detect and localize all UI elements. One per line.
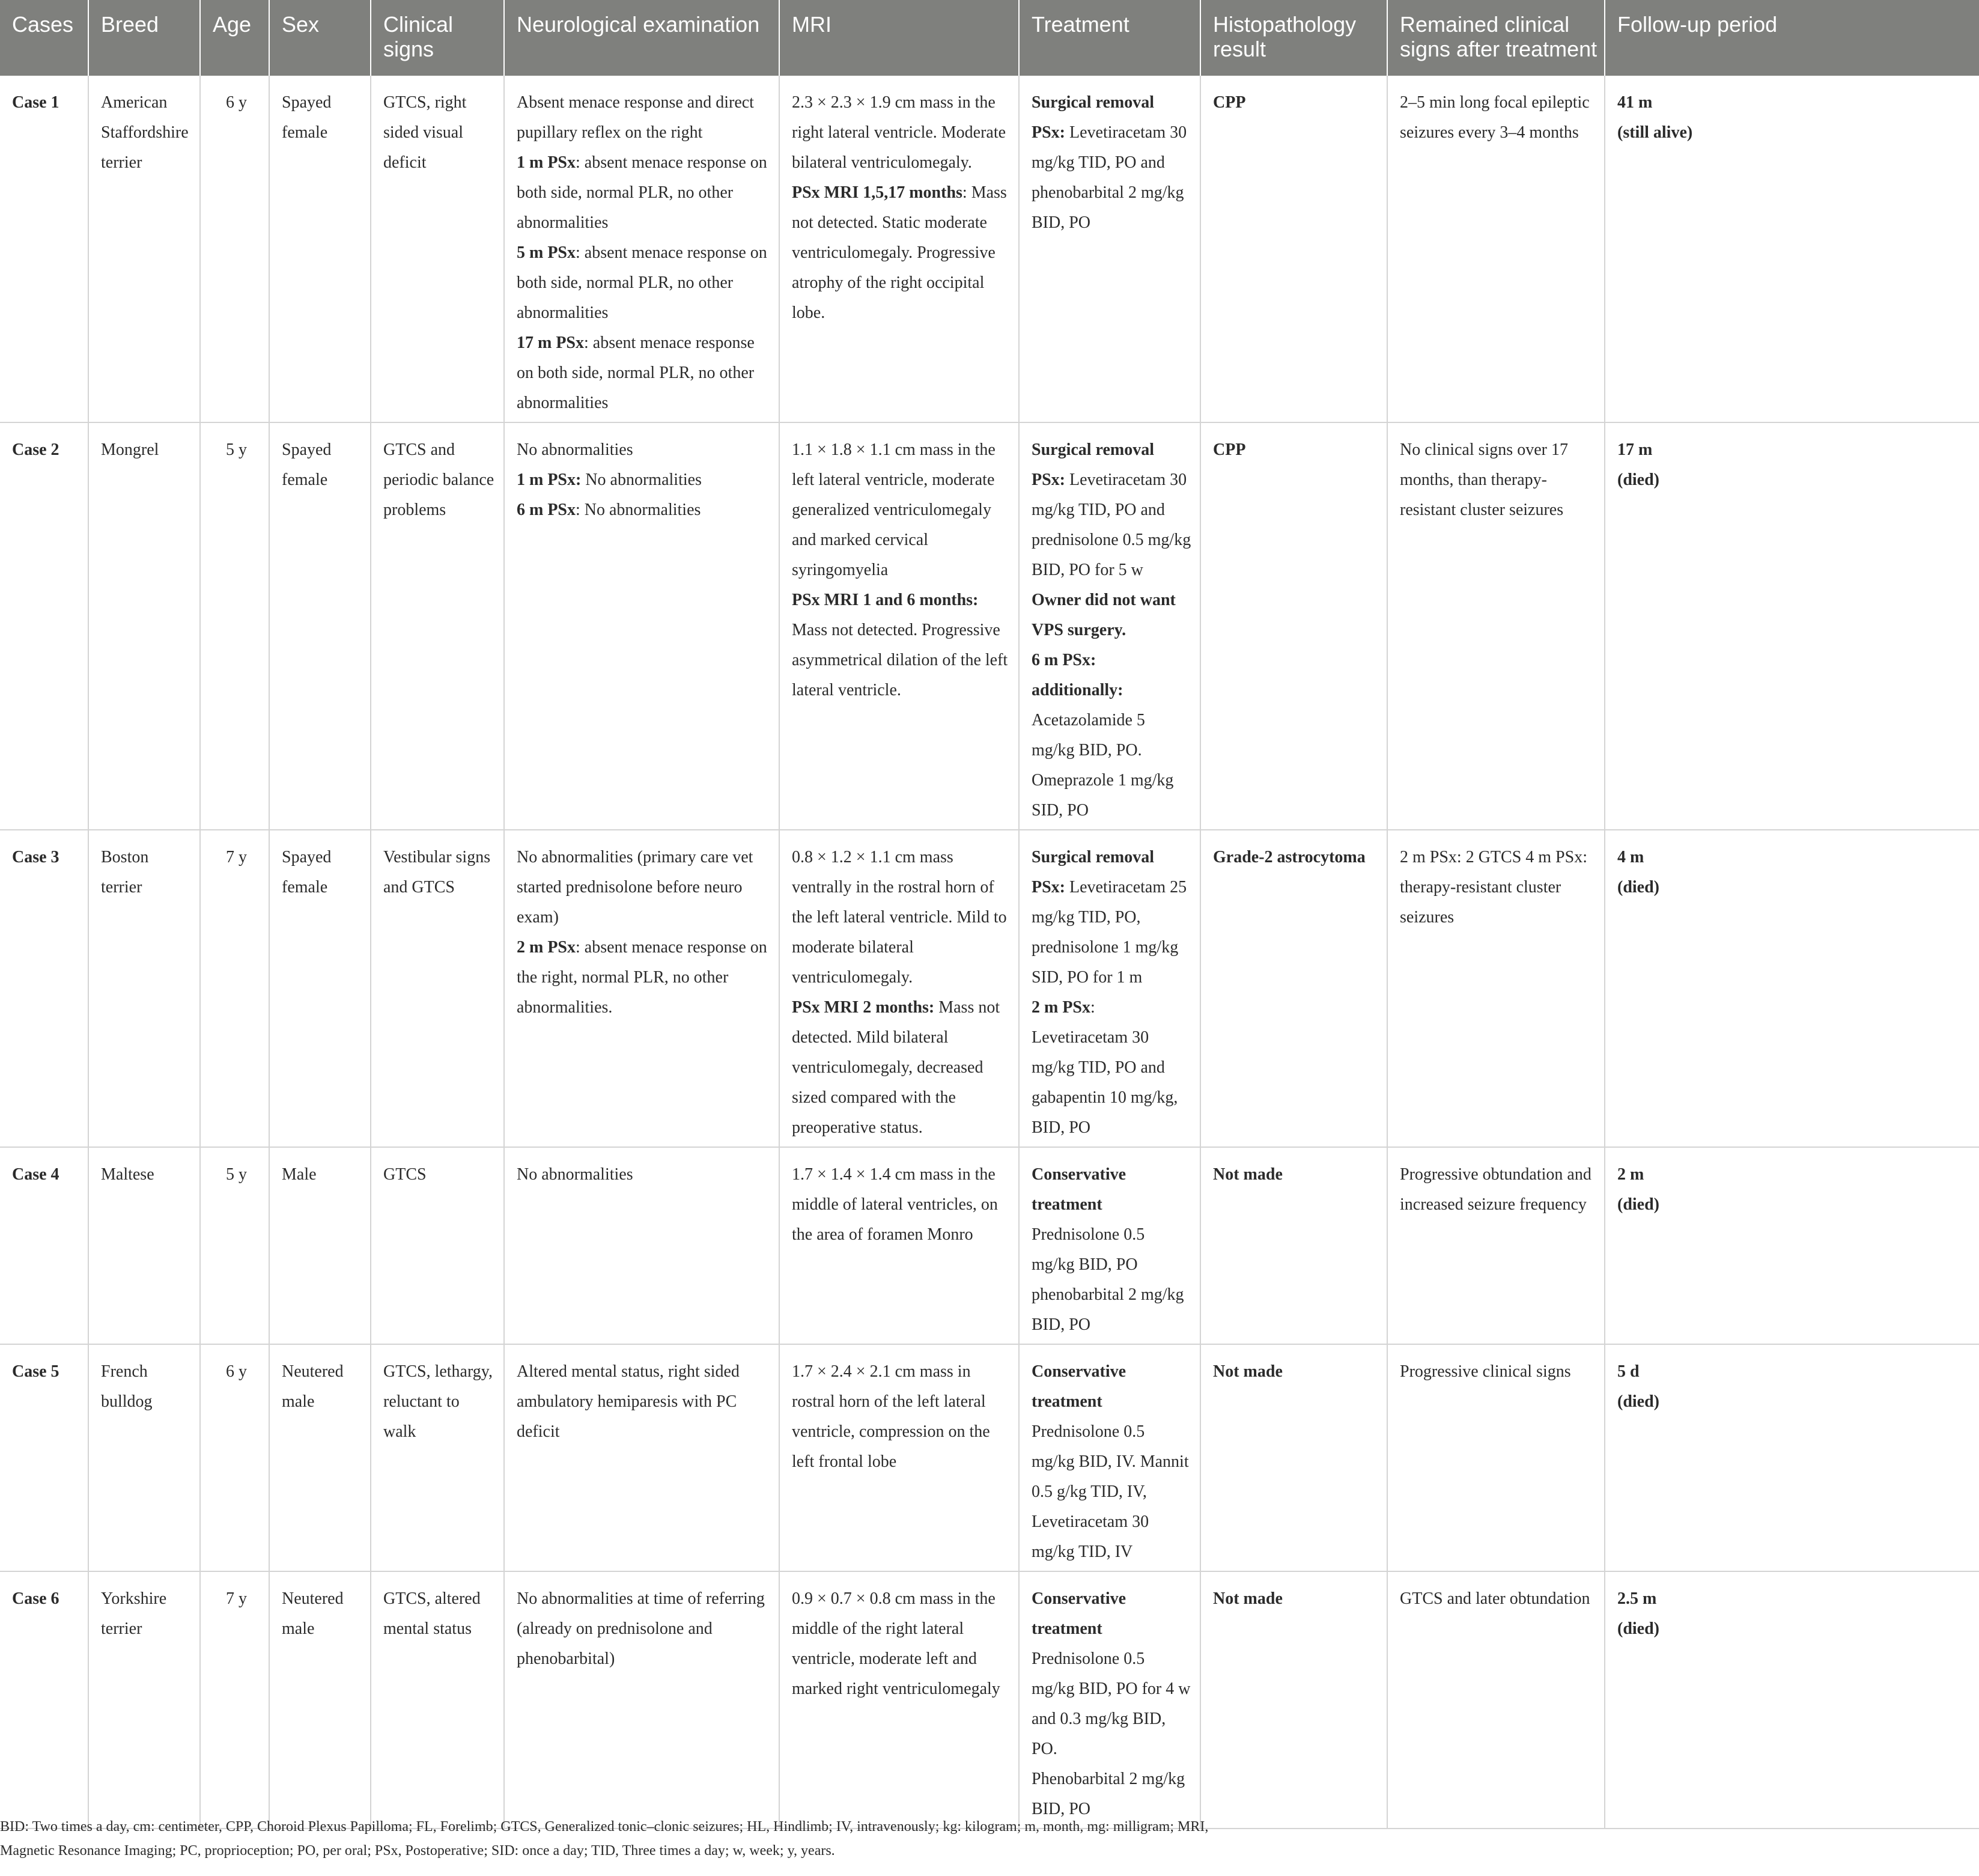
- treatment-cell-text: Prednisolone 0.5 mg/kg BID, PO for 4 w and 0.3 mg/kg BID, PO.: [1032, 1649, 1191, 1758]
- treatment-cell-bold-label: 6 m PSx: additionally:: [1032, 651, 1123, 699]
- mri-cell-text: : Mass not detected. Static moderate ventriculomegaly. Progressive atrophy of the right occipital lobe.: [792, 183, 1007, 322]
- remained-signs-cell: No clinical signs over 17 months, than therapy-resistant cluster seizures: [1387, 422, 1605, 830]
- follow-up-cell: [1605, 1571, 1979, 1829]
- mri-cell-text: 2.3 × 2.3 × 1.9 cm mass in the right lateral ventricle. Moderate bilateral ventriculomegaly.: [792, 93, 1006, 172]
- follow-up-cell: [1605, 1147, 1979, 1344]
- treatment-cell-line: [1032, 645, 1191, 826]
- follow-up-line: (still alive): [1617, 123, 1693, 142]
- neurological-exam-cell-bold-label: 1 m PSx:: [517, 471, 582, 489]
- sex-cell: Spayed female: [269, 830, 371, 1147]
- breed-cell: Boston terrier: [88, 830, 200, 1147]
- remained-signs-cell: GTCS and later obtundation: [1387, 1571, 1605, 1829]
- treatment-cell-line: [1032, 88, 1191, 118]
- treatment-cell-line: [1032, 585, 1191, 645]
- treatment-cell-line: [1032, 435, 1191, 465]
- sex-cell: Neutered male: [269, 1571, 371, 1829]
- neurological-exam-cell-text: : absent menace response on both side, normal PLR, no other abnormalities: [517, 153, 767, 232]
- table-row: [0, 830, 1979, 1147]
- column-header: Clinical signs: [371, 0, 504, 76]
- mri-cell: [779, 830, 1019, 1147]
- neurological-exam-cell-line: [517, 1584, 770, 1674]
- breed-cell: French bulldog: [88, 1344, 200, 1571]
- mri-cell-line: [792, 842, 1010, 993]
- age-cell: 7 y: [200, 1571, 269, 1829]
- neurological-exam-cell-line: [517, 88, 770, 148]
- treatment-cell-bold-label: PSx:: [1032, 471, 1065, 489]
- follow-up-cell: [1605, 1344, 1979, 1571]
- remained-signs-cell: 2 m PSx: 2 GTCS 4 m PSx: therapy-resistant cluster seizures: [1387, 830, 1605, 1147]
- column-header: Sex: [269, 0, 371, 76]
- treatment-cell: [1019, 422, 1200, 830]
- column-header: Treatment: [1019, 0, 1200, 76]
- follow-up-line: 4 m: [1617, 848, 1644, 866]
- neurological-exam-cell-line: [517, 842, 770, 933]
- mri-cell: [779, 76, 1019, 422]
- table-row: [0, 422, 1979, 830]
- table-row: [0, 76, 1979, 422]
- age-cell: 6 y: [200, 1344, 269, 1571]
- follow-up-line: (died): [1617, 1619, 1659, 1638]
- treatment-cell: [1019, 830, 1200, 1147]
- age-cell: 5 y: [200, 1147, 269, 1344]
- neurological-exam-cell-text: : absent menace response on both side, normal PLR, no other abnormalities: [517, 243, 767, 322]
- table-footnote: BID: Two times a day, cm: centimeter, CPP, Choroid Plexus Papilloma; FL, Forelimb; GTCS, Generalized tonic–clonic seizures; HL, Hindlimb; IV, intravenously; kg: kilogram; m, month, mg: milligram; MRI, Magnetic Resonance Imaging; PC, proprioception; PO, per oral; PSx, Postoperative; SID: once a day; TID, Three times a day; w, week; y, years.: [0, 1819, 1209, 1859]
- mri-cell-text: 1.7 × 2.4 × 2.1 cm mass in rostral horn of the left lateral ventricle, compression on the left frontal lobe: [792, 1362, 990, 1471]
- column-header: Breed: [88, 0, 200, 76]
- neurological-exam-cell-text: Altered mental status, right sided ambulatory hemiparesis with PC deficit: [517, 1362, 740, 1441]
- mri-cell: [779, 1571, 1019, 1829]
- neurological-exam-cell-text: No abnormalities: [517, 440, 633, 459]
- treatment-cell: [1019, 1147, 1200, 1344]
- histopathology-cell: Not made: [1200, 1571, 1387, 1829]
- treatment-cell-line: [1032, 1644, 1191, 1764]
- remained-signs-cell: Progressive clinical signs: [1387, 1344, 1605, 1571]
- column-header: Remained clinical signs after treatment: [1387, 0, 1605, 76]
- clinical-signs-cell: Vestibular signs and GTCS: [371, 830, 504, 1147]
- histopathology-cell: CPP: [1200, 422, 1387, 830]
- breed-cell: Mongrel: [88, 422, 200, 830]
- breed-cell: Maltese: [88, 1147, 200, 1344]
- follow-up-line: (died): [1617, 1195, 1659, 1214]
- follow-up-line: 41 m: [1617, 93, 1653, 112]
- neurological-exam-cell-text: No abnormalities: [581, 471, 702, 489]
- header-row: [0, 0, 1979, 76]
- neurological-exam-cell: [504, 1147, 779, 1344]
- treatment-cell: [1019, 1344, 1200, 1571]
- column-header: Age: [200, 0, 269, 76]
- neurological-exam-cell-line: [517, 148, 770, 238]
- table-body: [0, 76, 1979, 1829]
- treatment-cell: [1019, 1571, 1200, 1829]
- treatment-cell-line: [1032, 465, 1191, 585]
- treatment-cell-bold-label: Conservative treatment: [1032, 1589, 1126, 1638]
- treatment-cell-text: Phenobarbital 2 mg/kg BID, PO: [1032, 1770, 1185, 1818]
- clinical-signs-cell: GTCS, altered mental status: [371, 1571, 504, 1829]
- neurological-exam-cell-text: : absent menace response on both side, normal PLR, no other abnormalities: [517, 333, 755, 412]
- mri-cell-text: 1.7 × 1.4 × 1.4 cm mass in the middle of lateral ventricles, on the area of foramen Monro: [792, 1165, 998, 1244]
- treatment-cell-bold-label: 2 m PSx: [1032, 998, 1090, 1017]
- follow-up-line: (died): [1617, 471, 1659, 489]
- neurological-exam-cell-text: No abnormalities: [517, 1165, 633, 1184]
- mri-cell: [779, 1147, 1019, 1344]
- neurological-exam-cell-line: [517, 435, 770, 465]
- neurological-exam-cell-line: [517, 1357, 770, 1447]
- column-header: Neurological examination: [504, 0, 779, 76]
- treatment-cell-text: Levetiracetam 30 mg/kg TID, PO and prednisolone 0.5 mg/kg BID, PO for 5 w: [1032, 471, 1191, 579]
- column-header: Follow-up period: [1605, 0, 1979, 76]
- neurological-exam-cell-text: : No abnormalities: [576, 501, 701, 519]
- neurological-exam-cell: [504, 1344, 779, 1571]
- mri-cell-line: [792, 88, 1010, 178]
- breed-cell: American Staffordshire terrier: [88, 76, 200, 422]
- mri-cell-line: [792, 993, 1010, 1143]
- neurological-exam-cell-line: [517, 328, 770, 418]
- follow-up-cell: [1605, 76, 1979, 422]
- treatment-cell-line: [1032, 1160, 1191, 1220]
- neurological-exam-cell-line: [517, 1160, 770, 1190]
- sex-cell: Male: [269, 1147, 371, 1344]
- neurological-exam-cell: [504, 830, 779, 1147]
- neurological-exam-cell-text: Absent menace response and direct pupillary reflex on the right: [517, 93, 754, 142]
- follow-up-cell: [1605, 830, 1979, 1147]
- case-cell: Case 2: [0, 422, 88, 830]
- treatment-cell-line: [1032, 1220, 1191, 1340]
- mri-cell-text: 1.1 × 1.8 × 1.1 cm mass in the left lateral ventricle, moderate generalized ventriculomegaly and marked cervical syringomyelia: [792, 440, 996, 579]
- mri-cell-bold-label: PSx MRI 2 months:: [792, 998, 935, 1017]
- neurological-exam-cell-bold-label: 2 m PSx: [517, 938, 576, 957]
- mri-cell-text: Mass not detected. Progressive asymmetrical dilation of the left lateral ventricle.: [792, 621, 1008, 699]
- treatment-cell-text: Acetazolamide 5 mg/kg BID, PO. Omeprazole 1 mg/kg SID, PO: [1032, 711, 1174, 820]
- follow-up-line: 5 d: [1617, 1362, 1640, 1381]
- table-row: [0, 1344, 1979, 1571]
- remained-signs-cell: Progressive obtundation and increased seizure frequency: [1387, 1147, 1605, 1344]
- neurological-exam-cell-text: : absent menace response on the right, normal PLR, no other abnormalities.: [517, 938, 767, 1017]
- treatment-cell-bold-label: Owner did not want VPS surgery.: [1032, 591, 1176, 639]
- follow-up-line: 17 m: [1617, 440, 1653, 459]
- mri-cell-line: [792, 585, 1010, 705]
- mri-cell-bold-label: PSx MRI 1 and 6 months:: [792, 591, 979, 609]
- mri-cell-bold-label: PSx MRI 1,5,17 months: [792, 183, 962, 202]
- treatment-cell-line: [1032, 842, 1191, 873]
- treatment-cell-text: Prednisolone 0.5 mg/kg BID, IV. Mannit 0.5 g/kg TID, IV, Levetiracetam 30 mg/kg TID, IV: [1032, 1422, 1189, 1561]
- treatment-cell-bold-label: PSx:: [1032, 123, 1065, 142]
- neurological-exam-cell-line: [517, 238, 770, 328]
- mri-cell: [779, 1344, 1019, 1571]
- histopathology-cell: Not made: [1200, 1147, 1387, 1344]
- treatment-cell-line: [1032, 873, 1191, 993]
- follow-up-line: 2.5 m: [1617, 1589, 1657, 1608]
- column-header: Cases: [0, 0, 88, 76]
- remained-signs-cell: 2–5 min long focal epileptic seizures every 3–4 months: [1387, 76, 1605, 422]
- mri-cell-line: [792, 1357, 1010, 1477]
- mri-cell: [779, 422, 1019, 830]
- mri-cell-text: 0.9 × 0.7 × 0.8 cm mass in the middle of the right lateral ventricle, moderate left and marked right ventriculomegaly: [792, 1589, 1000, 1698]
- treatment-cell-bold-label: Conservative treatment: [1032, 1165, 1126, 1214]
- clinical-signs-cell: GTCS, right sided visual deficit: [371, 76, 504, 422]
- histopathology-cell: Grade-2 astrocytoma: [1200, 830, 1387, 1147]
- treatment-cell-text: Prednisolone 0.5 mg/kg BID, PO phenobarbital 2 mg/kg BID, PO: [1032, 1225, 1184, 1334]
- treatment-cell-line: [1032, 993, 1191, 1143]
- treatment-cell-text: Levetiracetam 30 mg/kg TID, PO and phenobarbital 2 mg/kg BID, PO: [1032, 123, 1187, 232]
- neurological-exam-cell-line: [517, 465, 770, 495]
- histopathology-cell: CPP: [1200, 76, 1387, 422]
- neurological-exam-cell-bold-label: 5 m PSx: [517, 243, 576, 262]
- age-cell: 5 y: [200, 422, 269, 830]
- mri-cell-line: [792, 1160, 1010, 1250]
- neurological-exam-cell-text: No abnormalities (primary care vet started prednisolone before neuro exam): [517, 848, 753, 927]
- clinical-signs-cell: GTCS, lethargy, reluctant to walk: [371, 1344, 504, 1571]
- treatment-cell-bold-label: PSx:: [1032, 878, 1065, 897]
- treatment-cell-line: [1032, 1584, 1191, 1644]
- treatment-cell-line: [1032, 1417, 1191, 1567]
- age-cell: 6 y: [200, 76, 269, 422]
- sex-cell: Neutered male: [269, 1344, 371, 1571]
- treatment-cell-bold-label: Surgical removal: [1032, 93, 1155, 112]
- neurological-exam-cell-bold-label: 1 m PSx: [517, 153, 576, 172]
- neurological-exam-cell-text: No abnormalities at time of referring (already on prednisolone and phenobarbital): [517, 1589, 765, 1668]
- histopathology-cell: Not made: [1200, 1344, 1387, 1571]
- case-cell: Case 3: [0, 830, 88, 1147]
- neurological-exam-cell-line: [517, 495, 770, 525]
- neurological-exam-cell-line: [517, 933, 770, 1023]
- mri-cell-text: Mass not detected. Mild bilateral ventriculomegaly, decreased sized compared with the preoperative status.: [792, 998, 1000, 1137]
- neurological-exam-cell: [504, 1571, 779, 1829]
- follow-up-cell: [1605, 422, 1979, 830]
- case-cell: Case 4: [0, 1147, 88, 1344]
- mri-cell-text: 0.8 × 1.2 × 1.1 cm mass ventrally in the rostral horn of the left lateral ventricle. Mild to moderate bilateral ventriculomegaly.: [792, 848, 1007, 987]
- clinical-signs-cell: GTCS: [371, 1147, 504, 1344]
- treatment-cell-bold-label: Conservative treatment: [1032, 1362, 1126, 1411]
- sex-cell: Spayed female: [269, 76, 371, 422]
- neurological-exam-cell: [504, 422, 779, 830]
- clinical-signs-cell: GTCS and periodic balance problems: [371, 422, 504, 830]
- neurological-exam-cell-bold-label: 6 m PSx: [517, 501, 576, 519]
- table-row: [0, 1571, 1979, 1829]
- treatment-cell: [1019, 76, 1200, 422]
- mri-cell-line: [792, 1584, 1010, 1704]
- neurological-exam-cell: [504, 76, 779, 422]
- treatment-cell-bold-label: Surgical removal: [1032, 440, 1155, 459]
- breed-cell: Yorkshire terrier: [88, 1571, 200, 1829]
- sex-cell: Spayed female: [269, 422, 371, 830]
- treatment-cell-text: : Levetiracetam 30 mg/kg TID, PO and gabapentin 10 mg/kg, BID, PO: [1032, 998, 1178, 1137]
- column-header: MRI: [779, 0, 1019, 76]
- treatment-cell-line: [1032, 118, 1191, 238]
- mri-cell-line: [792, 435, 1010, 585]
- treatment-cell-text: Levetiracetam 25 mg/kg TID, PO, prednisolone 1 mg/kg SID, PO for 1 m: [1032, 878, 1187, 987]
- column-header: Histopathology result: [1200, 0, 1387, 76]
- treatment-cell-bold-label: Surgical removal: [1032, 848, 1155, 866]
- table-row: [0, 1147, 1979, 1344]
- neurological-exam-cell-bold-label: 17 m PSx: [517, 333, 584, 352]
- follow-up-line: 2 m: [1617, 1165, 1644, 1184]
- case-cell: Case 1: [0, 76, 88, 422]
- follow-up-line: (died): [1617, 1392, 1659, 1411]
- mri-cell-line: [792, 178, 1010, 328]
- age-cell: 7 y: [200, 830, 269, 1147]
- case-cell: Case 6: [0, 1571, 88, 1829]
- case-cell: Case 5: [0, 1344, 88, 1571]
- treatment-cell-line: [1032, 1357, 1191, 1417]
- follow-up-line: (died): [1617, 878, 1659, 897]
- table-header: [0, 0, 1979, 76]
